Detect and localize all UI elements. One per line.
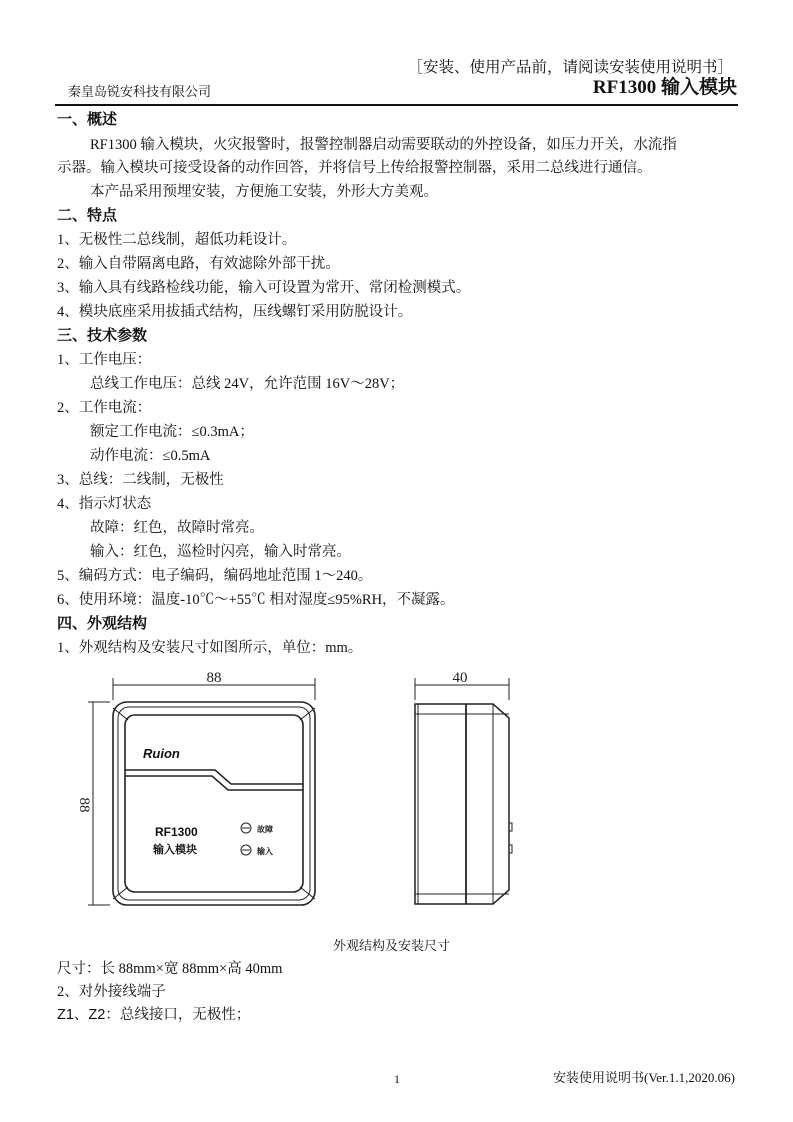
spec-line: 4、指示灯状态 (57, 496, 152, 512)
list-item: 4、模块底座采用拔插式结构，压线螺钉采用防脱设计。 (57, 304, 413, 320)
list-item: 3、输入具有线路检线功能，输入可设置为常开、常闭检测模式。 (57, 280, 471, 296)
header-rule (55, 104, 738, 106)
front-view-outline (113, 702, 315, 905)
spec-line: 总线工作电压：总线 24V，允许范围 16V～28V； (90, 376, 405, 392)
spec-line: 6、使用环境：温度-10℃～+55℃ 相对湿度≤95%RH，不凝露。 (57, 592, 455, 608)
spec-line: 额定工作电流：≤0.3mA； (90, 424, 254, 440)
notice: ［安装、使用产品前，请阅读安装使用说明书］ (407, 59, 733, 76)
spec-line: 3、总线：二线制，无极性 (57, 472, 224, 488)
paragraph: 1、外观结构及安装尺寸如图所示，单位：mm。 (57, 640, 363, 656)
list-item: 2、输入自带隔离电路，有效滤除外部干扰。 (57, 256, 340, 272)
brand-logo: Ruion (143, 746, 180, 761)
section-heading: 二、特点 (57, 208, 118, 224)
side-view-outline (415, 704, 509, 904)
size-text: 尺寸：长 88mm×宽 88mm×高 40mm (57, 961, 283, 977)
width-label: 88 (206, 670, 222, 686)
terminal-z: Z1、Z2：总线接口，无极性； (57, 1007, 251, 1023)
section-heading: 一、概述 (57, 112, 118, 128)
depth-label: 40 (452, 670, 468, 686)
list-item: 1、无极性二总线制，超低功耗设计。 (57, 232, 297, 248)
fault-led-label: 故障 (257, 825, 273, 834)
page-number: 1 (394, 1072, 400, 1086)
paragraph: 本产品采用预埋安装，方便施工安装，外形大方美观。 (90, 184, 438, 200)
spec-line: 动作电流：≤0.5mA (90, 448, 211, 464)
input-led-label: 输入 (257, 847, 273, 856)
front-panel (125, 715, 303, 892)
company-name: 秦皇岛锐安科技有限公司 (68, 84, 212, 99)
spec-line: 5、编码方式：电子编码，编码地址范围 1～240。 (57, 568, 373, 584)
section-heading: 三、技术参数 (57, 328, 148, 344)
spec-line: 故障：红色，故障时常亮。 (90, 520, 264, 536)
height-label: 88 (76, 797, 92, 813)
module-name-label: 输入模块 (153, 844, 197, 856)
section-heading: 四、外观结构 (57, 616, 148, 632)
footer-version: 安装使用说明书(Ver.1.1,2020.06) (553, 1070, 735, 1085)
figure-caption: 外观结构及安装尺寸 (333, 938, 451, 953)
page-title: RF1300 输入模块 (592, 77, 737, 98)
spec-line: 输入：红色，巡检时闪亮，输入时常亮。 (90, 544, 351, 560)
terminals-heading: 2、对外接线端子 (57, 984, 166, 1000)
model-label: RF1300 (155, 825, 198, 839)
paragraph: RF1300 输入模块，火灾报警时，报警控制器启动需要联动的外控设备，如压力开关，水流指 (90, 137, 677, 153)
spec-line: 2、工作电流： (57, 400, 152, 416)
paragraph: 示器。输入模块可接受设备的动作回答，并将信号上传给报警控制器，采用二总线进行通信。 (57, 160, 652, 176)
spec-line: 1、工作电压： (57, 352, 152, 368)
dimension-drawing (0, 660, 793, 920)
